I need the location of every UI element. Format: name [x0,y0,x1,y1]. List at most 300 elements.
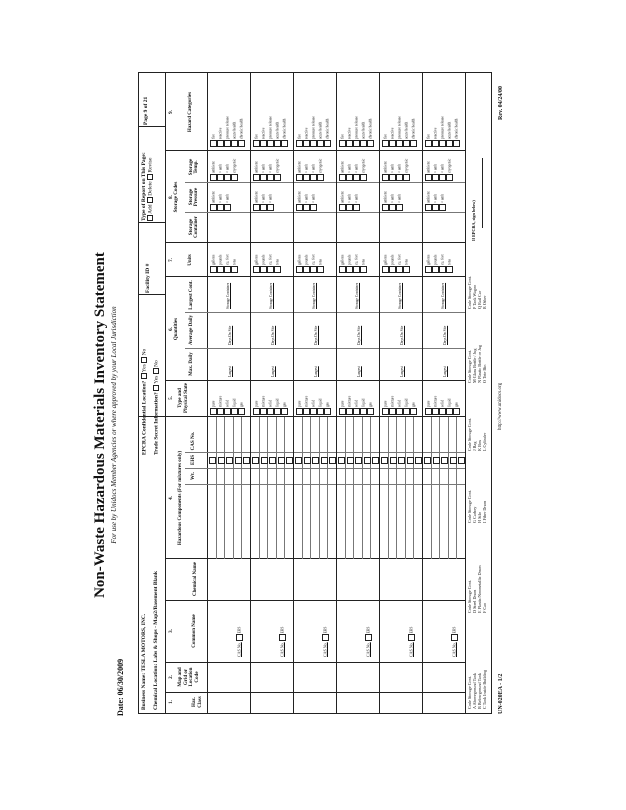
days-on-site-link[interactable]: Days On Site [357,325,361,345]
largest-link[interactable]: Largest [314,366,318,377]
temperature-cell[interactable] [253,151,281,181]
hazard-checkbox[interactable] [367,140,374,147]
hazard-label: pressure release [268,116,273,139]
units-cell[interactable] [296,243,324,273]
physical-checkbox[interactable] [267,408,274,415]
row-divider [336,73,337,713]
units-label: cu. feet [225,254,230,265]
pressure-checkbox[interactable] [296,204,303,211]
temp-checkbox[interactable] [303,174,310,181]
physical-state-cell[interactable] [296,381,331,415]
temp-checkbox[interactable] [210,174,217,181]
units-checkbox[interactable] [396,266,403,273]
components-cell[interactable] [422,417,465,559]
physical-checkbox[interactable] [303,408,310,415]
temp-checkbox[interactable] [360,174,367,181]
units-checkbox[interactable] [274,266,281,273]
component-ehs-checkbox[interactable] [433,457,440,464]
units-checkbox[interactable] [217,266,224,273]
temp-label: > amb [261,163,266,173]
components-cell[interactable] [207,417,250,559]
hazard-cell[interactable] [210,77,245,147]
temp-checkbox[interactable] [224,174,231,181]
hazard-checkbox[interactable] [403,140,410,147]
pressure-label: < amb [311,193,316,203]
temp-label: > amb [304,163,309,173]
cas-link[interactable]: CAS No. [279,642,285,657]
physical-label: pure [383,400,388,407]
max-daily-cell[interactable] [339,349,362,377]
storage-container-link[interactable]: Storage Container [398,282,402,309]
pressure-label: < amb [225,193,230,203]
temp-checkbox[interactable] [346,174,353,181]
largest-cont-cell[interactable] [339,279,360,309]
max-daily-cell[interactable] [382,349,405,377]
units-cell[interactable] [210,243,238,273]
component-ehs-checkbox[interactable] [390,457,397,464]
days-on-site-link[interactable]: Days On Site [443,325,447,345]
largest-cont-cell[interactable] [210,279,231,309]
component-ehs-checkbox[interactable] [381,457,388,464]
hazard-cell[interactable] [382,77,417,147]
units-checkbox[interactable] [267,266,274,273]
physical-checkbox[interactable] [324,408,331,415]
hazard-label: chronic health [239,118,244,139]
temp-checkbox[interactable] [217,174,224,181]
physical-state-cell[interactable] [425,381,460,415]
physical-checkbox[interactable] [360,408,367,415]
units-checkbox[interactable] [432,266,439,273]
temperature-cell[interactable] [425,151,453,181]
physical-checkbox[interactable] [446,408,453,415]
temp-checkbox[interactable] [382,174,389,181]
component-ehs-checkbox[interactable] [304,457,311,464]
pressure-checkbox[interactable] [260,204,267,211]
hazard-label: acute health [275,121,280,139]
units-checkbox[interactable] [253,266,260,273]
units-label: tons [447,259,452,265]
days-on-site-link[interactable]: Days On Site [400,325,404,345]
pressure-checkbox[interactable] [339,204,346,211]
pressure-checkbox[interactable] [217,204,224,211]
physical-checkbox[interactable] [339,408,346,415]
units-checkbox[interactable] [425,266,432,273]
component-ehs-checkbox[interactable] [407,457,414,464]
avg-daily-cell[interactable] [253,315,276,345]
physical-checkbox[interactable] [389,408,396,415]
units-checkbox[interactable] [260,266,267,273]
temp-checkbox[interactable] [446,174,453,181]
website-link[interactable]: http://www.unidocs.org [498,382,503,430]
pressure-cell[interactable] [253,183,274,211]
units-cell[interactable] [253,243,281,273]
temp-checkbox[interactable] [389,174,396,181]
units-checkbox[interactable] [446,266,453,273]
components-cell[interactable] [250,417,293,559]
pressure-checkbox[interactable] [310,204,317,211]
cas-link[interactable]: CAS No. [365,642,371,657]
temp-checkbox[interactable] [253,174,260,181]
hazard-checkbox[interactable] [432,140,439,147]
chemical-location-label: Chemical Location: [153,663,159,710]
units-label: pounds [261,254,266,265]
units-checkbox[interactable] [439,266,446,273]
temp-label: < amb [268,163,273,173]
units-checkbox[interactable] [360,266,367,273]
days-on-site-link[interactable]: Days On Site [314,325,318,345]
common-name-cell[interactable] [296,603,329,657]
signature-line[interactable] [482,158,483,228]
temperature-cell[interactable] [382,151,410,181]
pressure-checkbox[interactable] [346,204,353,211]
physical-label: pure [254,400,259,407]
units-checkbox[interactable] [353,266,360,273]
pressure-cell[interactable] [425,183,446,211]
units-cell[interactable] [339,243,367,273]
physical-checkbox[interactable] [439,408,446,415]
temp-label: < amb [225,163,230,173]
avg-daily-cell[interactable] [425,315,448,345]
cas-link[interactable]: CAS No. [236,642,242,657]
physical-checkbox[interactable] [274,408,281,415]
components-cell[interactable] [379,417,422,559]
hazard-checkbox[interactable] [231,140,238,147]
units-checkbox[interactable] [339,266,346,273]
component-ehs-checkbox[interactable] [252,457,259,464]
largest-link[interactable]: Largest [271,366,275,377]
hazard-checkbox[interactable] [339,140,346,147]
temp-label: ambient [297,161,302,173]
hazard-checkbox[interactable] [396,140,403,147]
temp-label: < amb [397,163,402,173]
component-ehs-checkbox[interactable] [218,457,225,464]
temp-checkbox[interactable] [296,174,303,181]
temperature-cell[interactable] [210,151,238,181]
units-cell[interactable] [382,243,410,273]
temp-label: ambient [211,161,216,173]
epcra-yes-checkbox[interactable] [141,373,147,379]
physical-label: mixture [433,395,438,407]
physical-checkbox[interactable] [238,408,245,415]
hazard-checkbox[interactable] [439,140,446,147]
max-daily-cell[interactable] [425,349,448,377]
form-id: UN-020EA - 1/2 [498,673,504,714]
physical-checkbox[interactable] [260,408,267,415]
common-name-cell[interactable] [382,603,415,657]
ehs-checkbox[interactable] [451,634,458,641]
hazard-checkbox[interactable] [281,140,288,147]
trade-no-label: No [153,360,160,367]
temp-label: > amb [390,163,395,173]
physical-checkbox[interactable] [253,408,260,415]
hazard-checkbox[interactable] [210,140,217,147]
pressure-checkbox[interactable] [439,204,446,211]
hazard-checkbox[interactable] [238,140,245,147]
temp-label: cryogenic [404,158,409,173]
ehs-checkbox[interactable] [365,634,372,641]
component-ehs-checkbox[interactable] [424,457,431,464]
component-ehs-checkbox[interactable] [226,457,233,464]
units-checkbox[interactable] [346,266,353,273]
hazard-cell[interactable] [253,77,288,147]
hazard-checkbox[interactable] [410,140,417,147]
temp-checkbox[interactable] [403,174,410,181]
hazard-checkbox[interactable] [296,140,303,147]
units-checkbox[interactable] [317,266,324,273]
hazard-checkbox[interactable] [267,140,274,147]
physical-label: gas [454,402,459,407]
physical-label: solid [311,400,316,407]
hazard-checkbox[interactable] [260,140,267,147]
component-ehs-checkbox[interactable] [441,457,448,464]
hazard-cell[interactable] [425,77,460,147]
pressure-checkbox[interactable] [303,204,310,211]
components-cell[interactable] [293,417,336,559]
largest-cont-cell[interactable] [253,279,274,309]
temp-checkbox[interactable] [317,174,324,181]
temp-checkbox[interactable] [439,174,446,181]
hazard-checkbox[interactable] [324,140,331,147]
physical-checkbox[interactable] [317,408,324,415]
components-cell[interactable] [336,417,379,559]
ehs-checkbox[interactable] [279,634,286,641]
cas-link[interactable]: CAS No. [408,642,414,657]
cas-link[interactable]: CAS No. [322,642,328,657]
physical-checkbox[interactable] [281,408,288,415]
report-revise-label: Revise [147,157,154,173]
pressure-checkbox[interactable] [389,204,396,211]
physical-checkbox[interactable] [403,408,410,415]
component-ehs-checkbox[interactable] [364,457,371,464]
storage-container-link[interactable]: Storage Container [226,282,230,309]
largest-link[interactable]: Largest [443,366,447,377]
hazard-cell[interactable] [339,77,374,147]
storage-container-link[interactable]: Storage Container [441,282,445,309]
temperature-cell[interactable] [296,151,324,181]
physical-checkbox[interactable] [453,408,460,415]
hazard-checkbox[interactable] [217,140,224,147]
units-checkbox[interactable] [210,266,217,273]
ehs-checkbox[interactable] [322,634,329,641]
pressure-cell[interactable] [339,183,360,211]
units-checkbox[interactable] [224,266,231,273]
largest-cont-cell[interactable] [296,279,317,309]
hazard-checkbox[interactable] [346,140,353,147]
pressure-cell[interactable] [210,183,231,211]
temp-checkbox[interactable] [231,174,238,181]
storage-container-link[interactable]: Storage Container [312,282,316,309]
component-ehs-checkbox[interactable] [209,457,216,464]
pressure-label: ambient [426,191,431,203]
largest-cont-cell[interactable] [382,279,403,309]
largest-cont-cell[interactable] [425,279,446,309]
units-checkbox[interactable] [382,266,389,273]
physical-checkbox[interactable] [432,408,439,415]
hazard-checkbox[interactable] [253,140,260,147]
avg-daily-cell[interactable] [339,315,362,345]
temp-checkbox[interactable] [432,174,439,181]
physical-checkbox[interactable] [382,408,389,415]
physical-checkbox[interactable] [224,408,231,415]
hazard-checkbox[interactable] [353,140,360,147]
common-name-cell[interactable] [253,603,286,657]
physical-checkbox[interactable] [346,408,353,415]
max-daily-cell[interactable] [210,349,233,377]
report-add-checkbox[interactable] [147,215,153,221]
physical-checkbox[interactable] [410,408,417,415]
temp-checkbox[interactable] [353,174,360,181]
temperature-cell[interactable] [339,151,367,181]
days-on-site-link[interactable]: Days On Site [228,325,232,345]
units-checkbox[interactable] [403,266,410,273]
temp-checkbox[interactable] [274,174,281,181]
report-revise-checkbox[interactable] [147,174,153,180]
temp-checkbox[interactable] [267,174,274,181]
pressure-checkbox[interactable] [353,204,360,211]
hazard-checkbox[interactable] [446,140,453,147]
row-divider [250,73,251,713]
pressure-checkbox[interactable] [210,204,217,211]
physical-label: mixture [261,395,266,407]
hazard-cell[interactable] [296,77,331,147]
max-daily-cell[interactable] [253,349,276,377]
physical-state-cell[interactable] [210,381,245,415]
avg-daily-cell[interactable] [210,315,233,345]
hazard-checkbox[interactable] [224,140,231,147]
storage-container-link[interactable]: Storage Container [355,282,359,309]
component-ehs-checkbox[interactable] [338,457,345,464]
max-daily-cell[interactable] [296,349,319,377]
pressure-label: < amb [268,193,273,203]
physical-checkbox[interactable] [425,408,432,415]
physical-checkbox[interactable] [296,408,303,415]
units-label: cu. feet [440,254,445,265]
component-ehs-checkbox[interactable] [321,457,328,464]
col5-header: 5. Type and Physical State [169,383,189,413]
ehs-checkbox[interactable] [408,634,415,641]
pressure-checkbox[interactable] [224,204,231,211]
temp-label: < amb [354,163,359,173]
hazard-checkbox[interactable] [274,140,281,147]
physical-state-cell[interactable] [339,381,374,415]
col7-header: 7. Units [169,254,194,266]
hazard-checkbox[interactable] [317,140,324,147]
avg-daily-cell[interactable] [296,315,319,345]
pressure-cell[interactable] [382,183,403,211]
physical-checkbox[interactable] [396,408,403,415]
pressure-checkbox[interactable] [396,204,403,211]
pressure-checkbox[interactable] [425,204,432,211]
temp-checkbox[interactable] [396,174,403,181]
units-checkbox[interactable] [231,266,238,273]
component-ehs-checkbox[interactable] [235,457,242,464]
hazard-checkbox[interactable] [425,140,432,147]
largest-link[interactable]: Largest [228,366,232,377]
temp-checkbox[interactable] [339,174,346,181]
physical-checkbox[interactable] [310,408,317,415]
component-ehs-checkbox[interactable] [295,457,302,464]
component-ehs-checkbox[interactable] [261,457,268,464]
physical-state-cell[interactable] [253,381,288,415]
units-checkbox[interactable] [310,266,317,273]
physical-checkbox[interactable] [353,408,360,415]
physical-checkbox[interactable] [217,408,224,415]
temp-label: < amb [311,163,316,173]
units-checkbox[interactable] [389,266,396,273]
common-name-cell[interactable] [425,603,458,657]
physical-checkbox[interactable] [231,408,238,415]
common-name-cell[interactable] [210,603,243,657]
hazard-checkbox[interactable] [453,140,460,147]
avg-daily-cell[interactable] [382,315,405,345]
component-ehs-checkbox[interactable] [355,457,362,464]
physical-checkbox[interactable] [210,408,217,415]
physical-label: solid [440,400,445,407]
largest-link[interactable]: Largest [357,366,361,377]
pressure-cell[interactable] [296,183,317,211]
component-ehs-checkbox[interactable] [398,457,405,464]
physical-state-cell[interactable] [382,381,417,415]
epcra-no-label: No [141,348,148,356]
ehs-checkbox[interactable] [236,634,243,641]
temp-checkbox[interactable] [260,174,267,181]
largest-link[interactable]: Largest [400,366,404,377]
trade-no-checkbox[interactable] [153,368,159,374]
physical-label: mixture [390,395,395,407]
pressure-checkbox[interactable] [382,204,389,211]
hazard-checkbox[interactable] [310,140,317,147]
common-name-cell[interactable] [339,603,372,657]
pressure-checkbox[interactable] [267,204,274,211]
physical-checkbox[interactable] [367,408,374,415]
wt-header: Wt. [191,472,196,480]
hazard-checkbox[interactable] [360,140,367,147]
epcra-location-field [141,295,148,455]
cas-link[interactable]: CAS No. [451,642,457,657]
temp-checkbox[interactable] [425,174,432,181]
hazard-checkbox[interactable] [303,140,310,147]
hazard-label: fire [297,134,302,139]
pressure-checkbox[interactable] [432,204,439,211]
units-cell[interactable] [425,243,453,273]
pressure-label: ambient [211,191,216,203]
units-checkbox[interactable] [296,266,303,273]
units-label: tons [275,259,280,265]
storage-container-link[interactable]: Storage Container [269,282,273,309]
epcra-sign-note: If EPCRA, sign below) [471,200,476,241]
component-ehs-checkbox[interactable] [278,457,285,464]
hazard-checkbox[interactable] [389,140,396,147]
days-on-site-link[interactable]: Days On Site [271,325,275,345]
temp-checkbox[interactable] [310,174,317,181]
temp-label: < amb [440,163,445,173]
pressure-checkbox[interactable] [253,204,260,211]
component-ehs-checkbox[interactable] [347,457,354,464]
component-ehs-checkbox[interactable] [269,457,276,464]
hazard-checkbox[interactable] [382,140,389,147]
temp-label: cryogenic [232,158,237,173]
report-delete-checkbox[interactable] [147,197,153,203]
epcra-yes-label: Yes [141,364,148,373]
units-label: tons [232,259,237,265]
trade-yes-checkbox[interactable] [153,385,159,391]
component-ehs-checkbox[interactable] [312,457,319,464]
units-label: pounds [390,254,395,265]
units-checkbox[interactable] [303,266,310,273]
units-label: tons [318,259,323,265]
component-ehs-checkbox[interactable] [450,457,457,464]
epcra-no-checkbox[interactable] [141,357,147,363]
